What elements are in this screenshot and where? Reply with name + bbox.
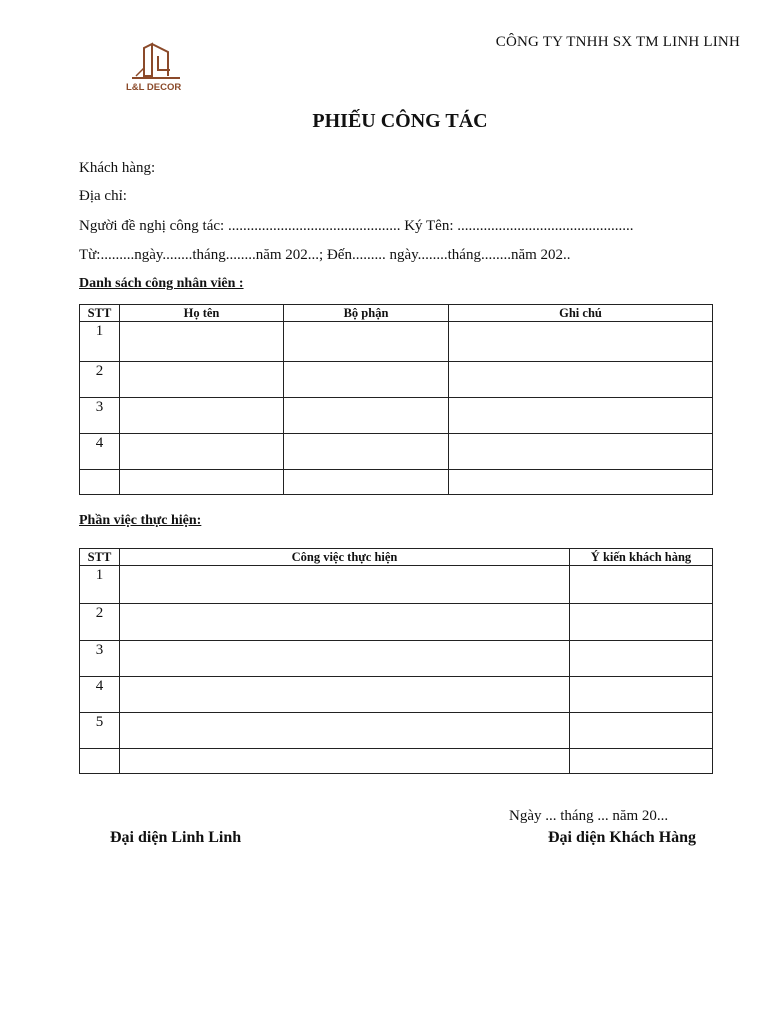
- logo-mark-icon: [122, 40, 190, 82]
- address-field: Địa chỉ:: [79, 188, 127, 204]
- col-stt: STT: [80, 549, 120, 566]
- table-cell: [284, 322, 449, 362]
- col-department: Bộ phận: [284, 305, 449, 322]
- table-cell: [120, 677, 570, 713]
- row-number: 2: [80, 604, 120, 641]
- table-cell: [284, 470, 449, 495]
- row-number: 5: [80, 713, 120, 749]
- table-cell: [570, 677, 713, 713]
- page-title: PHIẾU CÔNG TÁC: [312, 110, 488, 132]
- table-row: [80, 434, 713, 470]
- table-cell: [120, 398, 284, 434]
- staff-table: [79, 304, 713, 495]
- company-logo: [122, 40, 190, 96]
- table-row: [80, 322, 713, 362]
- table-cell: [570, 641, 713, 677]
- table-cell: [449, 434, 713, 470]
- work-table: [79, 548, 713, 774]
- col-customer-feedback: Ý kiến khách hàng: [570, 549, 713, 566]
- row-number: 3: [80, 641, 120, 677]
- table-cell: [570, 566, 713, 604]
- col-name: Họ tên: [120, 305, 284, 322]
- table-row: [80, 470, 713, 495]
- col-task: Công việc thực hiện: [120, 549, 570, 566]
- signature-date: Ngày ... tháng ... năm 20...: [509, 808, 669, 824]
- work-table-header: [80, 549, 713, 566]
- requester-field: Người đề nghị công tác: .............................................. Ký Tên: ...............................................: [79, 218, 634, 234]
- staff-section-heading: Danh sách công nhân viên :: [79, 276, 244, 291]
- right-signature-label: Đại diện Khách Hàng: [548, 829, 697, 846]
- customer-field: Khách hàng:: [79, 160, 156, 176]
- table-cell: [120, 713, 570, 749]
- staff-table-header: [80, 305, 713, 322]
- table-cell: [120, 322, 284, 362]
- table-cell: [120, 434, 284, 470]
- table-row: [80, 362, 713, 398]
- table-cell: [120, 749, 570, 774]
- left-signature-label: Đại diện Linh Linh: [110, 829, 242, 846]
- table-row: [80, 604, 713, 641]
- row-number: 1: [80, 566, 120, 604]
- row-number: 1: [80, 322, 120, 362]
- col-note: Ghi chú: [449, 305, 713, 322]
- table-cell: [284, 398, 449, 434]
- table-row: [80, 677, 713, 713]
- table-cell: [120, 470, 284, 495]
- table-row: [80, 713, 713, 749]
- table-cell: [120, 641, 570, 677]
- col-stt: STT: [80, 305, 120, 322]
- date-range-field: Từ:.........ngày........tháng........năm 202...; Đến......... ngày........tháng........năm 202..: [79, 247, 571, 263]
- logo-text: L&L DECOR: [126, 82, 182, 93]
- table-row: [80, 398, 713, 434]
- table-cell: [120, 566, 570, 604]
- row-number: 4: [80, 677, 120, 713]
- table-cell: [120, 362, 284, 398]
- company-name: CÔNG TY TNHH SX TM LINH LINH: [495, 34, 740, 50]
- table-row: [80, 641, 713, 677]
- table-cell: [284, 434, 449, 470]
- table-cell: [570, 713, 713, 749]
- table-cell: [120, 604, 570, 641]
- work-section-heading: Phần việc thực hiện:: [79, 513, 202, 528]
- row-number: 3: [80, 398, 120, 434]
- row-number: [80, 470, 120, 495]
- table-cell: [570, 749, 713, 774]
- table-cell: [449, 470, 713, 495]
- table-cell: [284, 362, 449, 398]
- row-number: 2: [80, 362, 120, 398]
- table-cell: [449, 398, 713, 434]
- table-row: [80, 749, 713, 774]
- table-row: [80, 566, 713, 604]
- table-cell: [570, 604, 713, 641]
- row-number: [80, 749, 120, 774]
- table-cell: [449, 322, 713, 362]
- row-number: 4: [80, 434, 120, 470]
- table-cell: [449, 362, 713, 398]
